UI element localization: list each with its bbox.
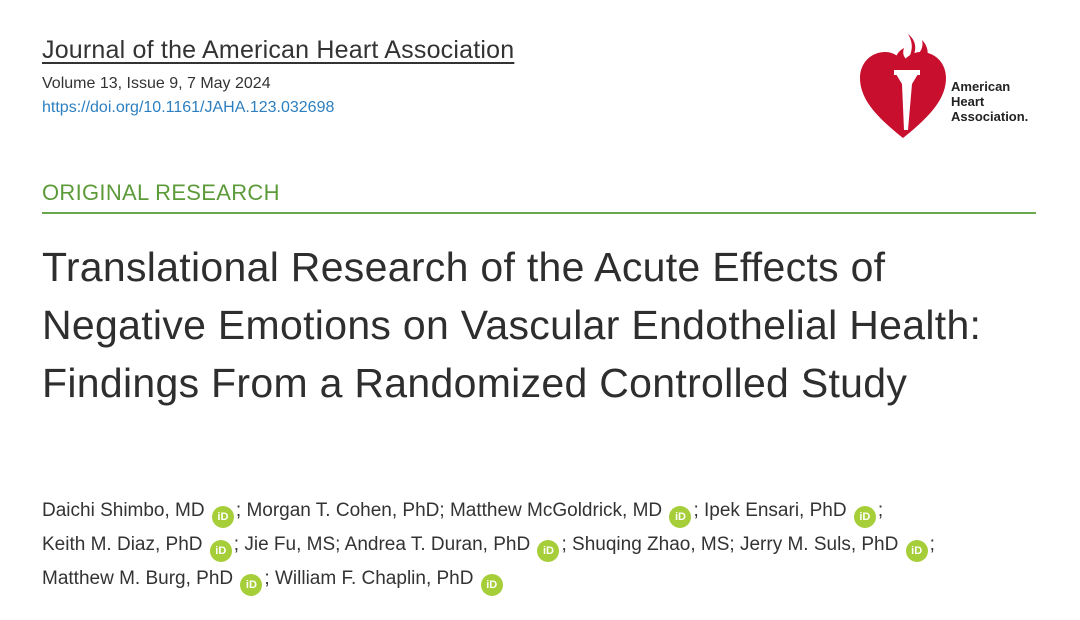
author-name: Jerry M. Suls, PhD <box>739 534 899 555</box>
article-type-label: ORIGINAL RESEARCH <box>42 180 1036 214</box>
author-diaz[interactable] <box>42 534 234 555</box>
orcid-icon[interactable]: iD <box>669 506 691 528</box>
author-name: Daichi Shimbo, MD <box>42 500 205 521</box>
author-name: Jie Fu, MS <box>244 534 336 555</box>
orcid-icon[interactable]: iD <box>537 540 559 562</box>
article-title: Translational Research of the Acute Effects of Negative Emotions on Vascular Endothelial Health: Findings From a Randomized Controlled Study <box>42 244 982 406</box>
author-name: William F. Chaplin, PhD <box>274 568 474 589</box>
author-name: Morgan T. Cohen, PhD <box>246 500 440 521</box>
volume-issue-date: Volume 13, Issue 9, 7 May 2024 <box>42 75 271 92</box>
orcid-icon[interactable]: iD <box>240 574 262 596</box>
doi-link[interactable]: https://doi.org/10.1161/JAHA.123.032698 <box>42 99 335 116</box>
logo-line-american: American <box>951 79 1011 94</box>
author-burg[interactable] <box>42 568 264 589</box>
orcid-icon[interactable]: iD <box>212 506 234 528</box>
author-name: Ipek Ensari, PhD <box>704 500 847 521</box>
author-chaplin[interactable] <box>275 568 505 589</box>
orcid-icon[interactable]: iD <box>854 506 876 528</box>
author-list: Daichi Shimbo, MD iD ; Morgan T. Cohen, PhD; Matthew McGoldrick, MD iD ; Ipek Ensari, PhD iD ; Keith M. Diaz, PhD iD ; Jie Fu, MS; Andrea T. Duran, PhD iD ; Shuqing Zhao, MS; Jerry M. Suls, PhD iD ; Matthew M. Burg, PhD iD ; William F. Chaplin, PhD iD <box>42 494 1042 596</box>
author-fu[interactable] <box>244 534 335 555</box>
journal-header <box>42 36 514 117</box>
orcid-icon[interactable]: iD <box>210 540 232 562</box>
orcid-icon[interactable]: iD <box>906 540 928 562</box>
author-name: Matthew McGoldrick, MD <box>449 500 663 521</box>
author-mcgoldrick[interactable] <box>450 500 693 521</box>
author-suls[interactable] <box>740 534 930 555</box>
author-shimbo[interactable] <box>42 500 236 521</box>
author-ensari[interactable] <box>704 500 847 521</box>
heart-torch-icon <box>858 30 948 140</box>
orcid-icon[interactable]: iD <box>481 574 503 596</box>
author-duran[interactable] <box>345 534 562 555</box>
journal-title-link[interactable]: Journal of the American Heart Association <box>42 36 515 64</box>
logo-line-heart: Heart <box>951 94 985 109</box>
author-cohen[interactable] <box>246 500 439 521</box>
author-zhao[interactable] <box>572 534 729 555</box>
aha-logo-text <box>951 79 1028 124</box>
author-name: Shuqing Zhao, MS <box>572 534 730 555</box>
author-name: Keith M. Diaz, PhD <box>42 534 203 555</box>
aha-logo[interactable] <box>858 30 1048 140</box>
author-name: Andrea T. Duran, PhD <box>344 534 531 555</box>
author-name: Matthew M. Burg, PhD <box>42 568 234 589</box>
logo-line-association: Association. <box>951 109 1029 124</box>
